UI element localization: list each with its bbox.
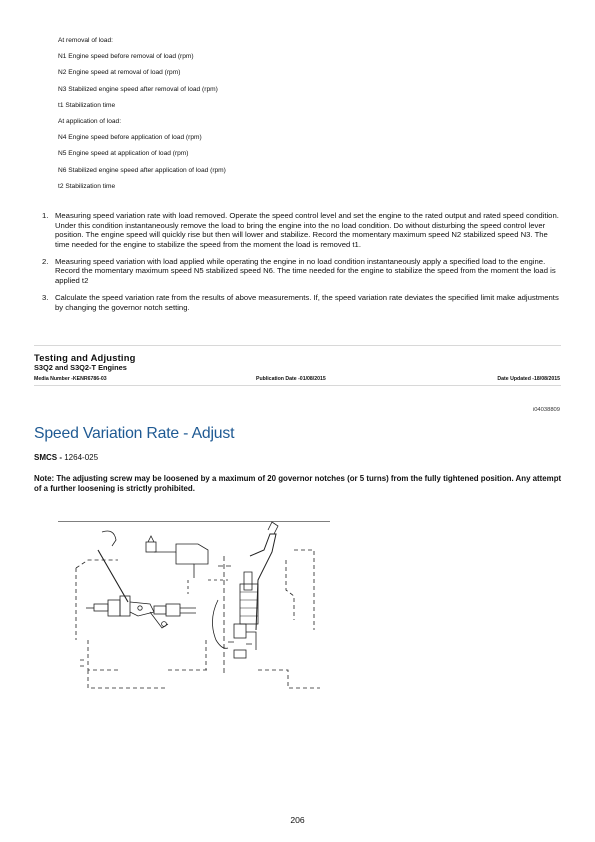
legend-item: At application of load: [58,117,122,125]
document-engine-models: S3Q2 and S3Q2-T Engines [34,363,127,372]
document-section-title: Testing and Adjusting [34,352,136,363]
step-text: Calculate the speed variation rate from the results of above measurements. If, the speed variation rate deviates the specified limit make adjustments by changing the governor notch setting. [55,293,559,312]
header-divider [34,385,561,386]
media-number: Media Number -KENR6786-03 [34,376,107,382]
legend-item: N4 Engine speed before application of load (rpm) [58,134,202,142]
legend-item: N2 Engine speed at removal of load (rpm) [58,69,181,77]
procedure-step [36,257,564,286]
procedure-step [36,211,564,249]
step-text: Measuring speed variation rate with load removed. Operate the speed control level and set the engine to the rated output and rated speed condition. Under this condition instantaneously remove the load to bring the engine into the no load condition. Do without disturbing the speed control lever position. The engine speed will quickly rise but then will lower and stabilize. Record the momentary maximum speed N2 stabilized speed N3. The time needed for the engine to stabilize the speed from the moment the load is removed t1. [55,211,559,249]
governor-adjustment-illustration [58,520,336,700]
legend-item: t2 Stabilization time [58,182,116,190]
legend-list [58,36,538,198]
legend-item: t1 Stabilization time [58,101,116,109]
procedure-step [36,293,564,312]
step-number: 1. [42,211,49,220]
right-view-drawing [212,522,320,688]
step-number: 2. [42,256,49,266]
page-number: 206 [290,815,305,825]
legend-item: N6 Stabilized engine speed after application of load (rpm) [58,166,226,174]
step-text: Measuring speed variation with load applied while operating the engine in no load condition instantaneously apply a specified load to the engine. Record the momentary maximum speed N5 stabilized speed N6. The time needed for the engine to stabilize the speed from the moment the load is applied t2 [55,256,556,286]
legend-item: N1 Engine speed before removal of load (rpm) [58,53,194,61]
left-view-drawing [76,531,228,688]
smcs-label: SMCS - [34,453,65,462]
legend-item: N5 Engine speed at application of load (rpm) [58,150,189,158]
section-divider [34,345,561,346]
note-text: Note: The adjusting screw may be loosened by a maximum of 20 governor notches (or 5 turns) from the fully tightened position. Any attempt of a further loosening is strictly prohibited. [34,474,562,494]
publication-date: Publication Date -01/08/2015 [256,376,326,382]
procedure-steps [36,211,564,320]
smcs-value: 1264-025 [64,453,99,462]
page-title: Speed Variation Rate - Adjust [34,425,235,442]
legend-item: At removal of load: [58,37,113,44]
legend-item: N3 Stabilized engine speed after removal of load (rpm) [58,85,218,93]
date-updated: Date Updated -18/08/2015 [497,376,560,382]
document-id: i04038809 [532,407,560,413]
step-number: 3. [42,293,49,303]
smcs-code [34,453,98,462]
